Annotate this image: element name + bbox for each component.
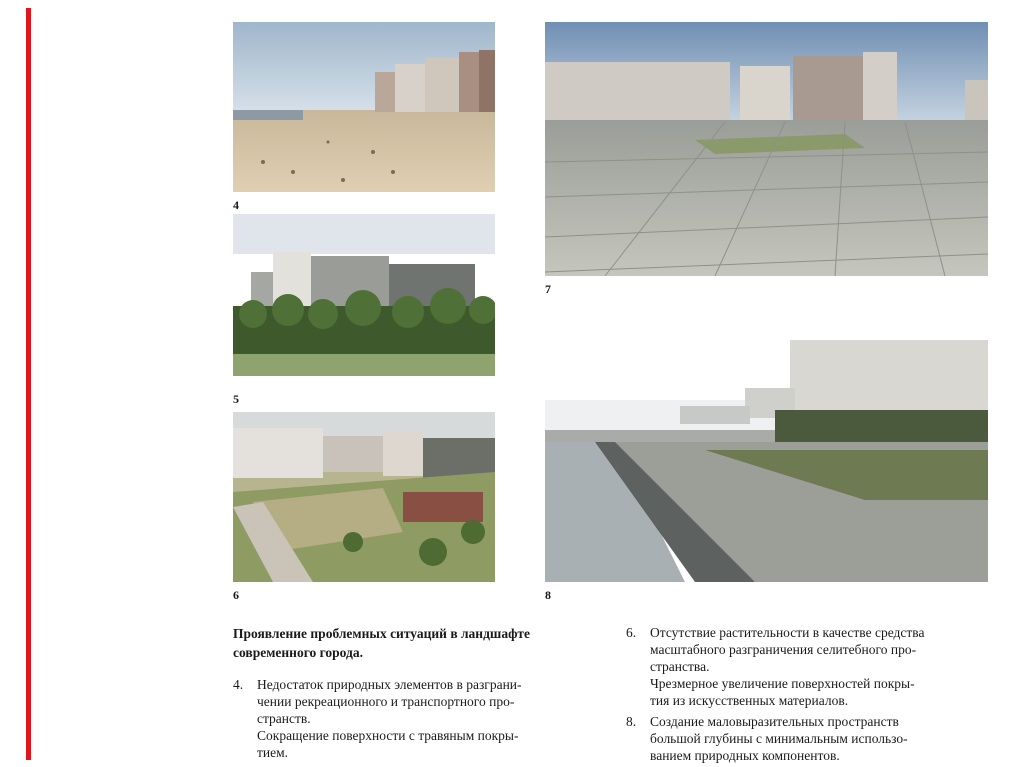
- photo-5-number: 5: [233, 392, 239, 406]
- photo-8-embankment: [545, 310, 988, 582]
- caption-item-text: Создание маловыразительных пространств большой глубины с минимальным использо- ванием природных компонентов.: [650, 714, 908, 763]
- caption-item-8: [626, 713, 1006, 767]
- photo-6-number: 6: [233, 588, 239, 602]
- photo-4-beach: [233, 22, 495, 192]
- photo-7-number: 7: [545, 282, 551, 296]
- red-margin-bar: [26, 8, 31, 760]
- caption-item-number: 8.: [626, 714, 637, 729]
- caption-item-number: 6.: [626, 625, 637, 640]
- caption-item-6: [626, 624, 1006, 712]
- photo-7-paved-square: [545, 22, 988, 276]
- caption-item-text: Недостаток природных элементов в разграни- чении рекреационного и транспортного про- странств. Сокращение поверхности с травяным покры- тием.: [257, 677, 522, 760]
- caption-item-4: [233, 676, 613, 764]
- photo-6-aerial-residential: [233, 412, 495, 582]
- photo-4-number: 4: [233, 198, 239, 212]
- caption-item-text: Отсутствие растительности в качестве средства масштабного разграничения селитебного про- странства. Чрезмерное увеличение поверхностей покры- тия из искусственных материалов.: [650, 625, 925, 708]
- caption-item-number: 4.: [233, 677, 244, 692]
- caption-heading: Проявление проблемных ситуаций в ландшафте современного города.: [233, 626, 531, 660]
- photo-8-number: 8: [545, 588, 551, 602]
- photo-5-buildings-trees: [233, 214, 495, 376]
